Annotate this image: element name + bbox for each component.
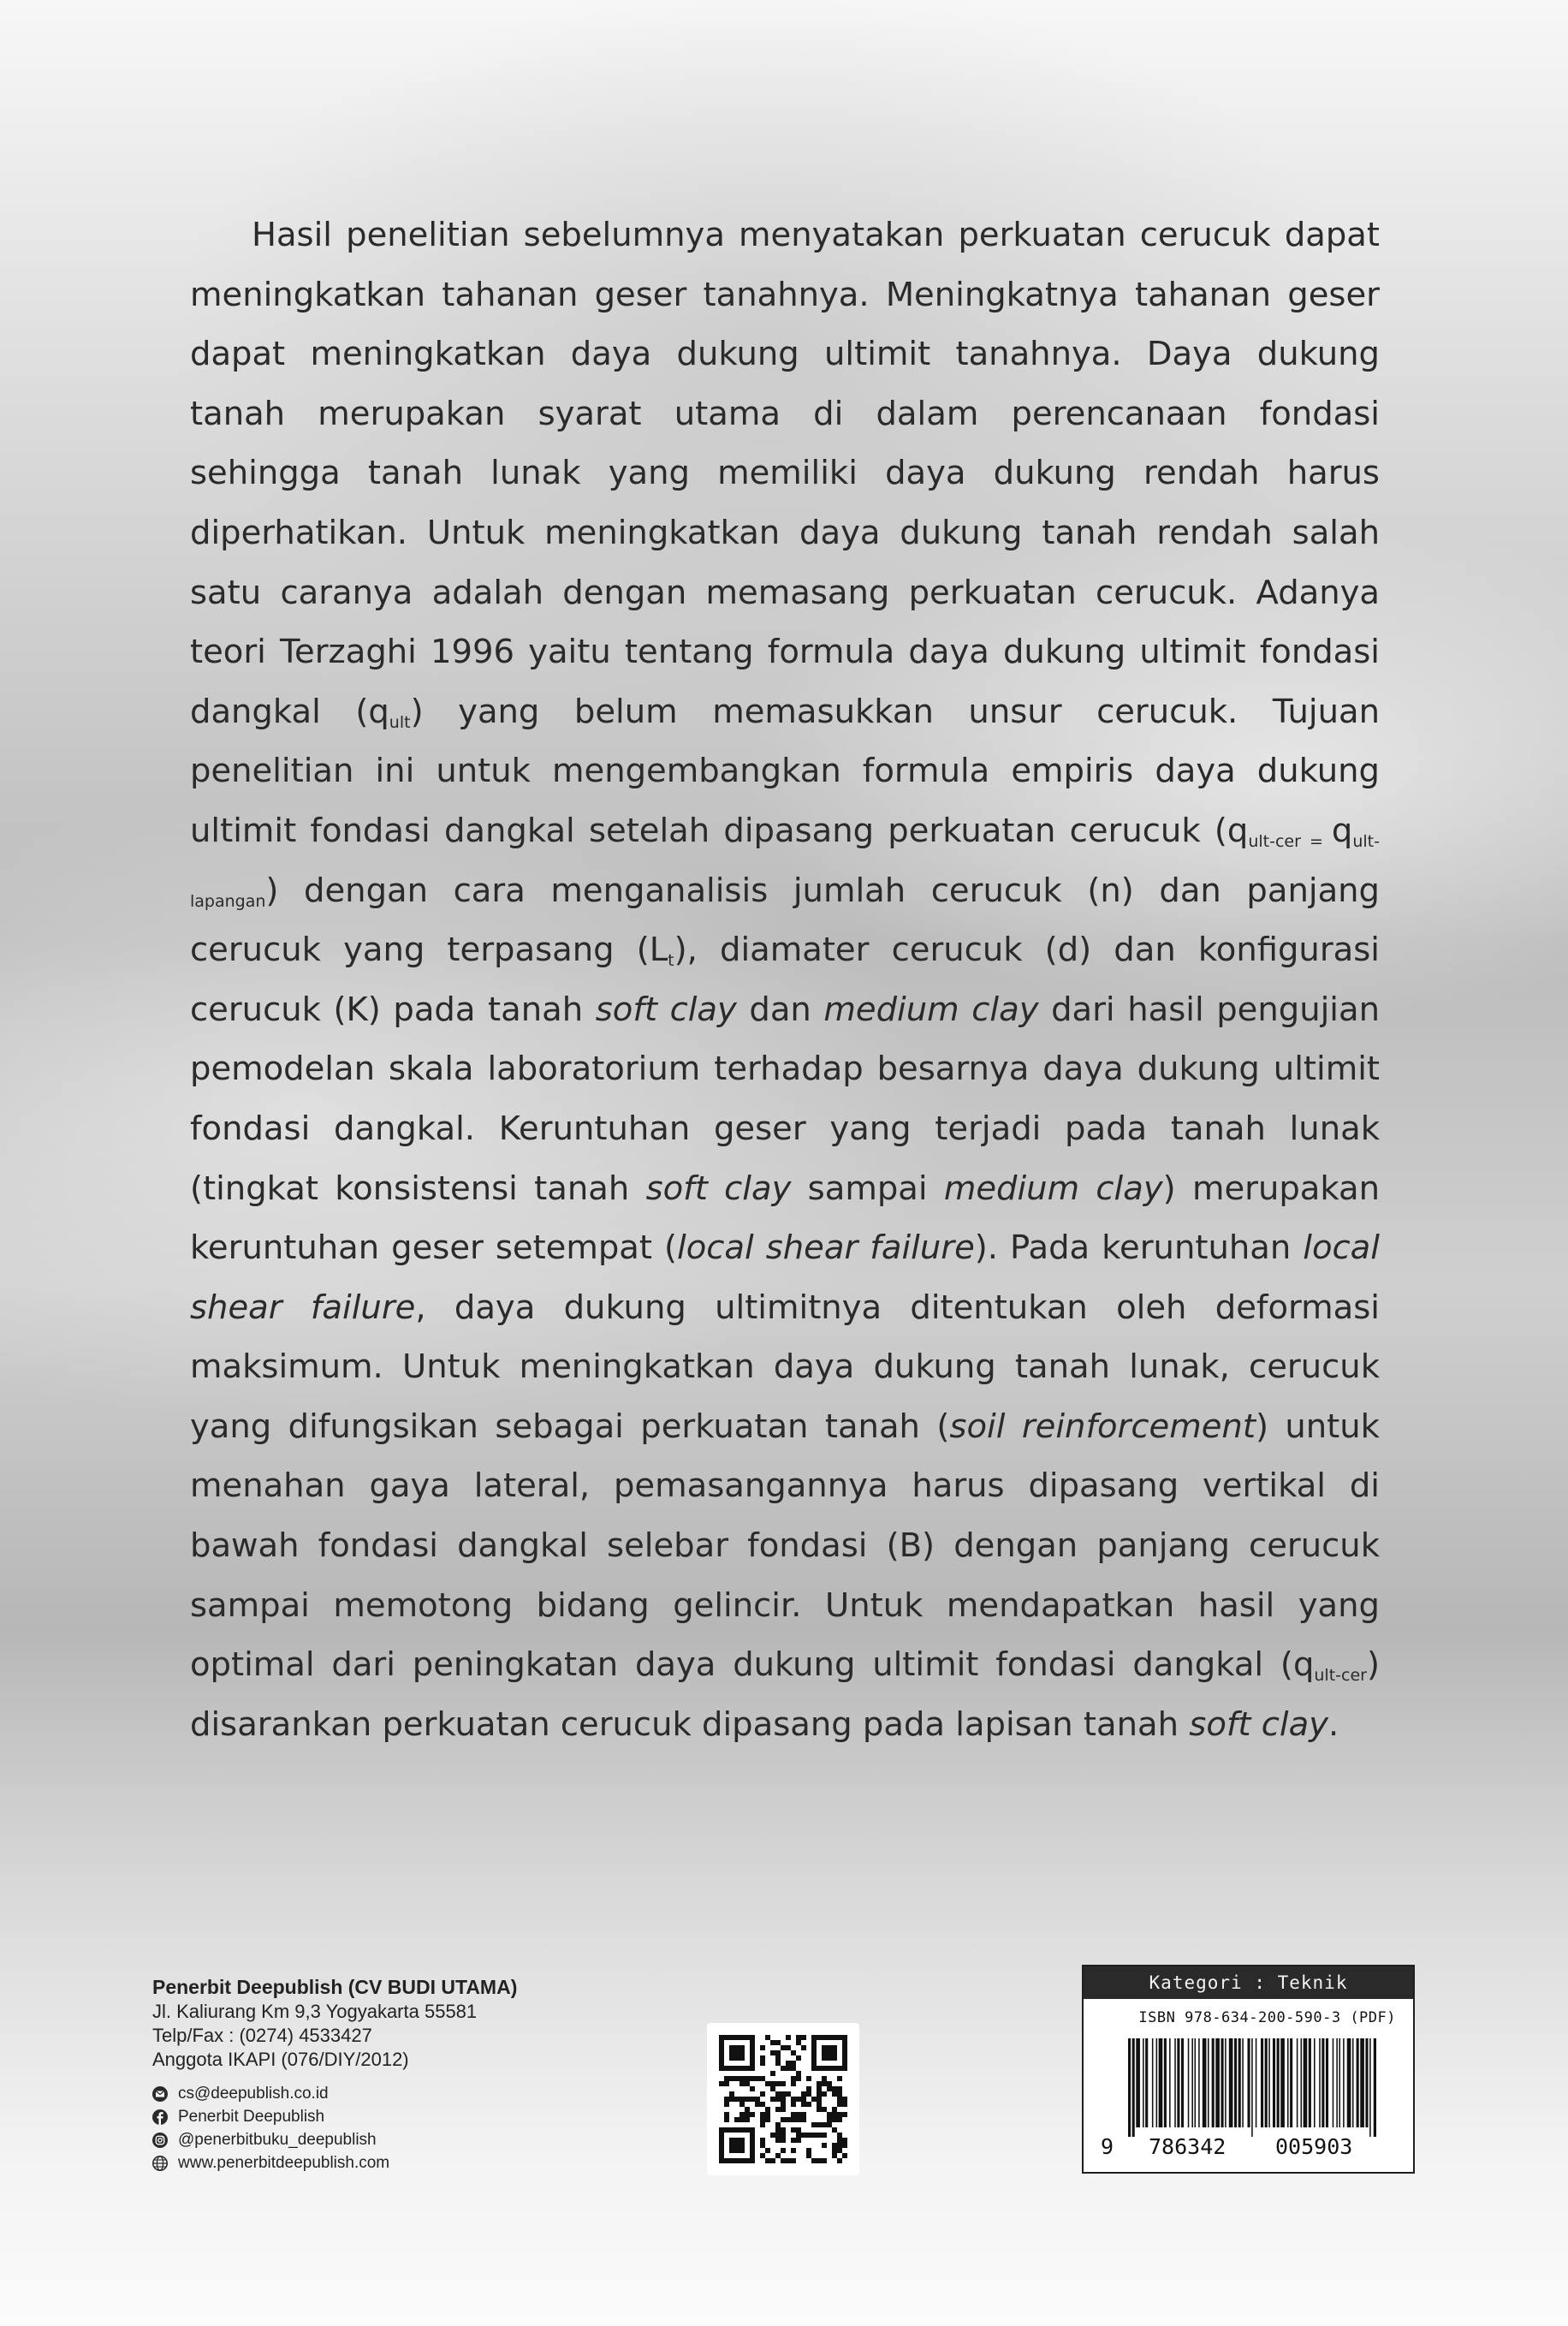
publisher-membership: Anggota IKAPI (076/DIY/2012) — [152, 2049, 409, 2070]
email-icon — [152, 2086, 168, 2102]
instagram-icon — [152, 2133, 168, 2148]
category-label: Kategori : Teknik — [1084, 1966, 1413, 1999]
contact-instagram[interactable]: @penerbitbuku_deepublish — [152, 2128, 632, 2151]
contact-email[interactable]: cs@deepublish.co.id — [152, 2082, 632, 2105]
qr-code[interactable] — [707, 2023, 859, 2175]
globe-icon — [152, 2156, 168, 2171]
isbn-box — [1082, 1965, 1415, 2174]
publisher-address: Jl. Kaliurang Km 9,3 Yogyakarta 55581 — [152, 2001, 478, 2022]
isbn-number: ISBN 978-634-200-590-3 (PDF) — [1138, 2009, 1396, 2026]
contact-website[interactable]: www.penerbitdeepublish.com — [152, 2151, 632, 2174]
barcode — [1128, 2038, 1376, 2137]
qr-code-image — [707, 2023, 859, 2175]
publisher-info — [152, 1974, 632, 2174]
publisher-name: Penerbit Deepublish (CV BUDI UTAMA) — [152, 1976, 518, 1998]
barcode-digits-left: 786342 — [1149, 2134, 1226, 2159]
publisher-phone: Telp/Fax : (0274) 4533427 — [152, 2025, 372, 2046]
back-cover-blurb — [190, 205, 1380, 1754]
facebook-icon — [152, 2109, 168, 2125]
contact-facebook[interactable]: Penerbit Deepublish — [152, 2105, 632, 2128]
blurb-paragraph: Hasil penelitian sebelumnya menyatakan perkuatan cerucuk dapat meningkatkan tahanan geser tanahnya. Meningkatnya tahanan geser dapat meningkatkan daya dukung ultimit tanahnya. Daya dukung tanah merupakan syarat utama di dalam perencanaan fondasi sehingga tanah lunak yang memiliki daya dukung rendah harus diperhatikan. Untuk meningkatkan daya dukung tanah rendah salah satu caranya adalah dengan memasang perkuatan cerucuk. Adanya teori Terzaghi 1996 yaitu tentang formula daya dukung ultimit fondasi dangkal $(q_{ult})$ yang belum memasukkan unsur cerucuk. Tujuan penelitian ini untuk mengembangkan formula empiris daya dukung ultimit fondasi dangkal setelah dipasang perkuatan cerucuk ($q_{ult-cer =}$ $q_{ult-lapangan}$) dengan cara menganalisis jumlah cerucuk (n) dan panjang cerucuk yang terpasang $(L_t)$, diamater cerucuk (d) dan konfigurasi cerucuk (K) pada tanah soft clay dan medium clay dari hasil pengujian pemodelan skala laboratorium terhadap besarnya daya dukung ultimit fondasi dangkal. Keruntuhan geser yang terjadi pada tanah lunak (tingkat konsistensi tanah soft clay sampai medium clay) merupakan keruntuhan geser setempat (local shear failure). Pada keruntuhan local shear failure, daya dukung ultimitnya ditentukan oleh deformasi maksimum. Untuk meningkatkan daya dukung tanah lunak, cerucuk yang difungsikan sebagai perkuatan tanah (soil reinforcement) untuk menahan gaya lateral, pemasangannya harus dipasang vertikal di bawah fondasi dangkal selebar fondasi (B) dengan panjang cerucuk sampai memotong bidang gelincir. Untuk mendapatkan hasil yang optimal dari peningkatan daya dukung ultimit fondasi dangkal $(q_{ult-cer})$ disarankan perkuatan cerucuk dipasang pada lapisan tanah soft clay. — [190, 216, 1381, 1744]
barcode-digits-right: 005903 — [1275, 2134, 1353, 2159]
barcode-digit-lead: 9 — [1101, 2134, 1114, 2159]
